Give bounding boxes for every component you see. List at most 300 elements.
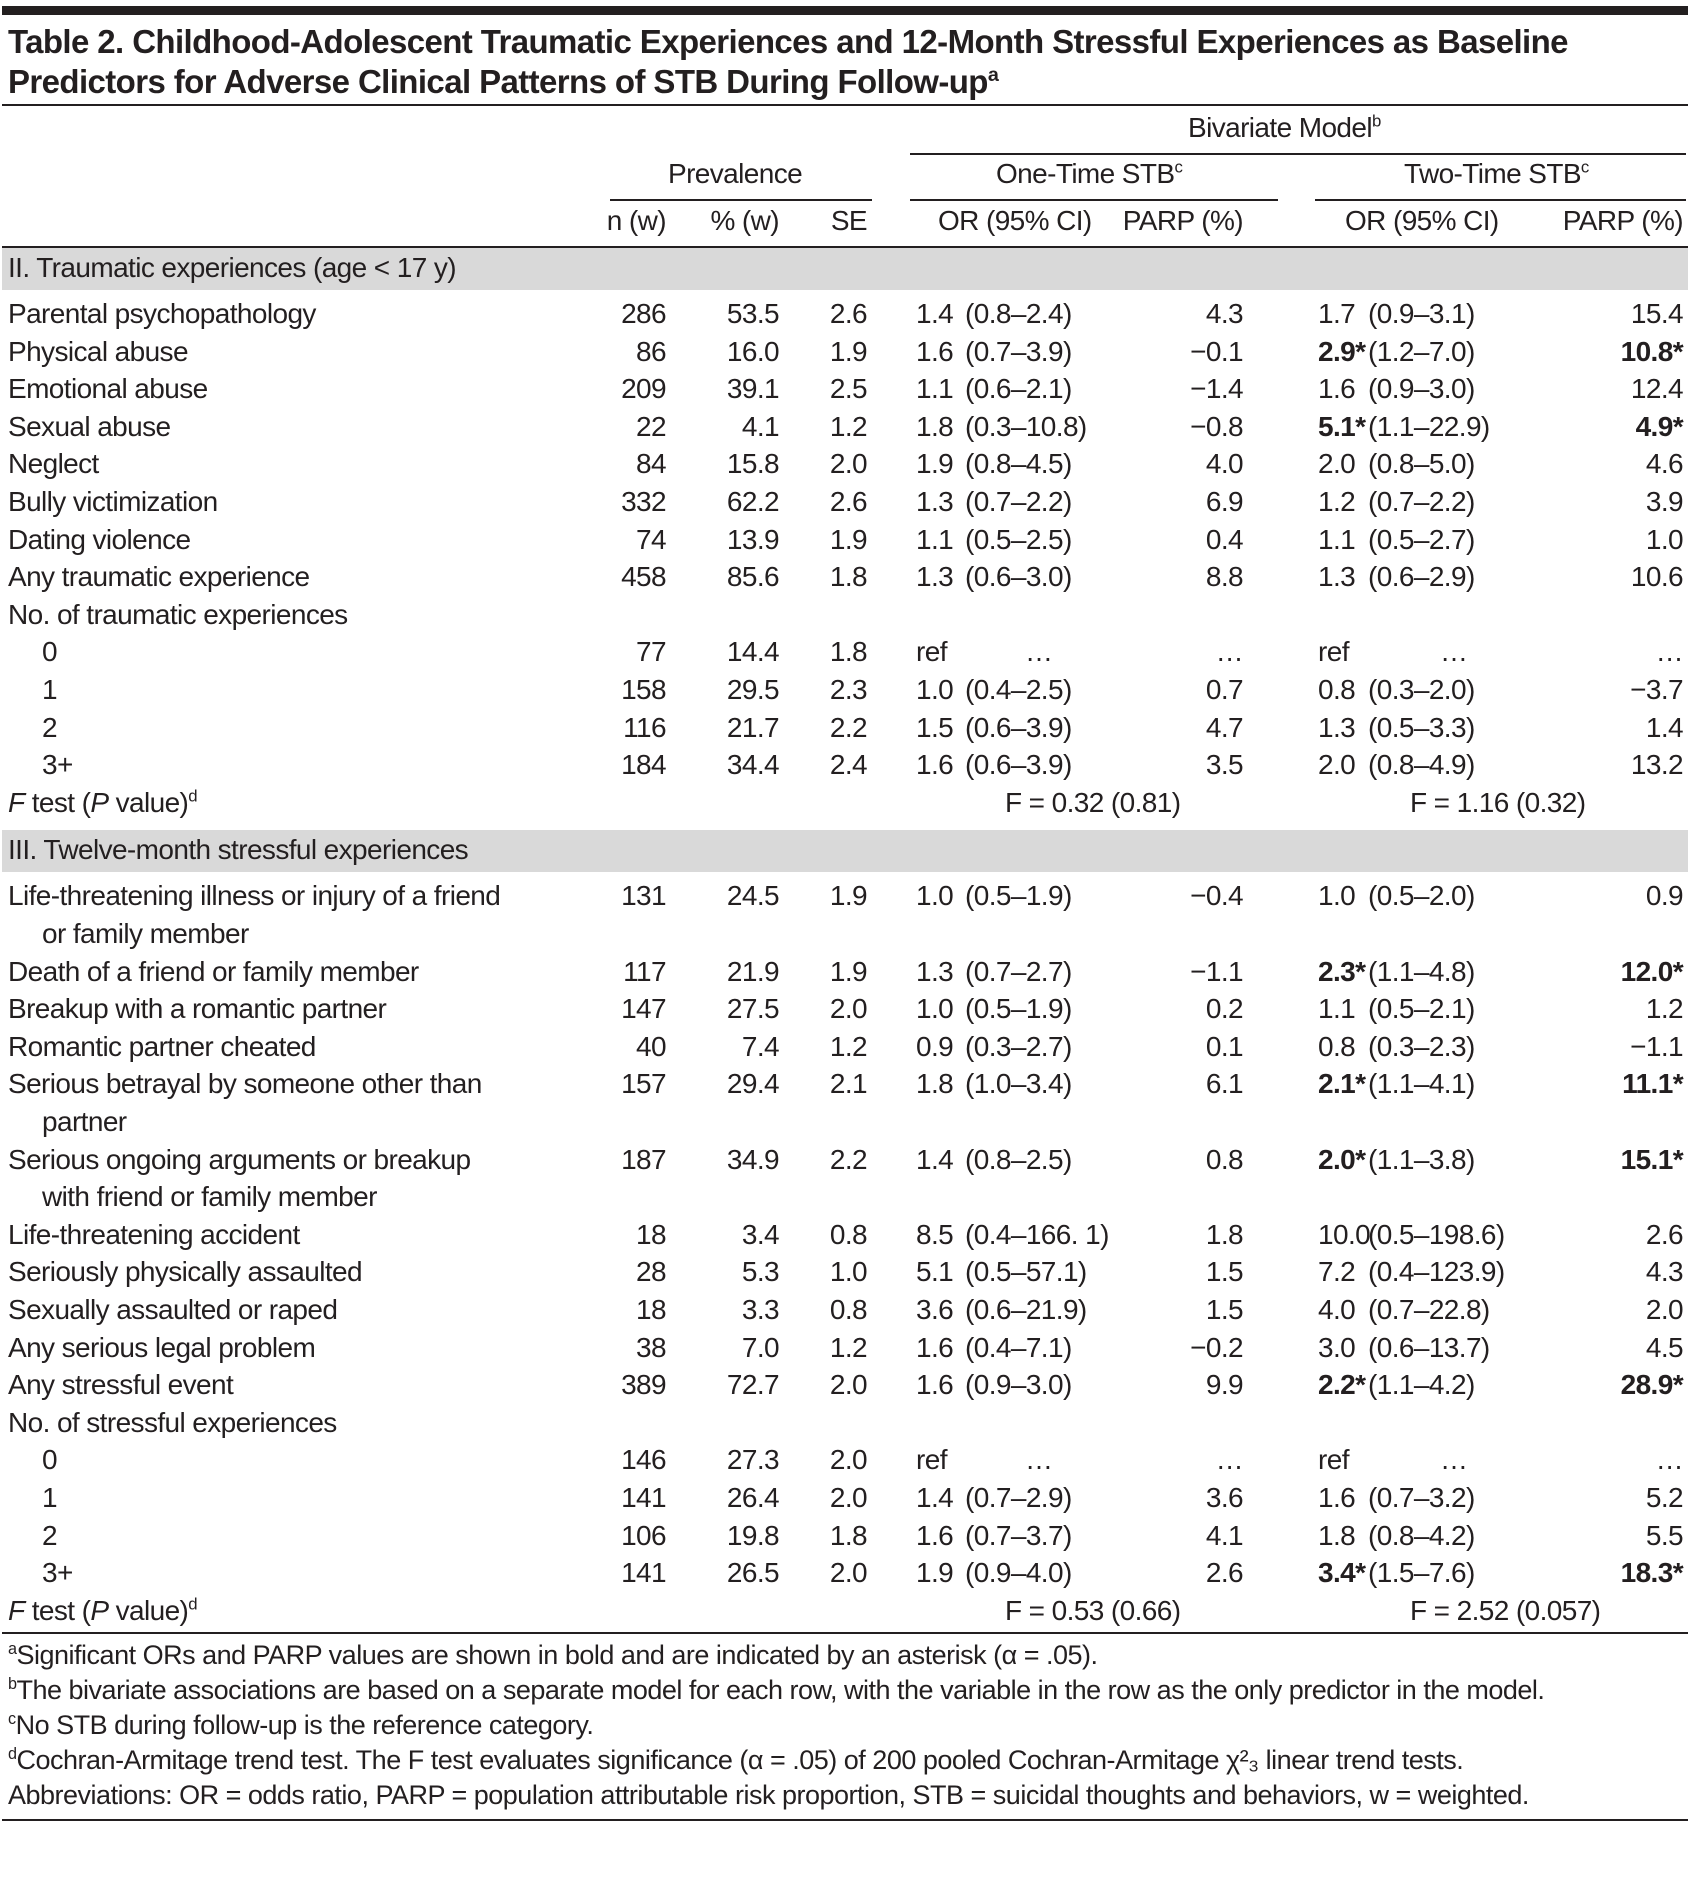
cell-or2: 1.8 [1318, 1519, 1356, 1551]
cell-ci1: (0.9–4.0) [965, 1557, 1072, 1589]
cell-or2: 2.1* [1318, 1068, 1366, 1100]
cell-or2: 1.1 [1318, 523, 1356, 555]
cell-se: 1.2 [829, 1030, 867, 1062]
cell-se: 2.0 [829, 1482, 867, 1513]
cell-pct: 34.4 [726, 749, 779, 781]
cell-or1: 1.0 [916, 880, 954, 912]
row-label: 0 [42, 1444, 57, 1476]
cell-parp1: −1.1 [1190, 955, 1243, 987]
cell-parp1: 1.8 [1205, 1218, 1243, 1250]
cell-n: 187 [621, 1143, 666, 1175]
cell-or2: 1.6 [1318, 1482, 1356, 1513]
cell-ci1: (0.4–166. 1) [965, 1218, 1109, 1250]
cell-or2: 2.3* [1318, 955, 1366, 987]
cell-or1: 1.8 [916, 410, 954, 442]
cell-ci1: (0.5–1.9) [965, 880, 1072, 912]
cell-n: 286 [621, 298, 666, 329]
cell-ci2: (0.7–2.2) [1368, 486, 1475, 517]
cell-pct: 7.0 [741, 1331, 779, 1363]
cell-parp1: … [1215, 1444, 1243, 1476]
cell-or2: ref [1318, 636, 1349, 668]
cell-n: 18 [636, 1294, 666, 1325]
cell-se: 2.6 [829, 298, 867, 329]
title-footnote-mark: a [987, 64, 999, 86]
cell-or2: 5.1* [1318, 410, 1366, 442]
cell-parp1: −0.4 [1190, 880, 1243, 912]
cell-parp1: 6.1 [1205, 1068, 1243, 1100]
footnote [8, 1708, 1688, 1743]
cell-ci2: (0.4–123.9) [1368, 1256, 1505, 1288]
cell-parp2: 18.3* [1620, 1557, 1683, 1589]
cell-or1: 1.3 [916, 561, 954, 593]
rule [910, 199, 1278, 201]
cell-se: 1.8 [829, 1519, 867, 1551]
cell-or1: 1.1 [916, 373, 954, 405]
row-label: Parental psychopathology [8, 298, 316, 329]
cell-or2: 1.2 [1318, 486, 1356, 517]
row-label: Romantic partner cheated [8, 1030, 316, 1062]
cell-or1: ref [916, 1444, 947, 1476]
section-title: II. Traumatic experiences (age < 17 y) [8, 252, 456, 283]
cell-n: 141 [621, 1482, 666, 1513]
cell-ci1: (0.7–2.7) [965, 955, 1072, 987]
footnotes [8, 1638, 1688, 1813]
footnote [8, 1778, 1688, 1813]
cell-parp1: −0.8 [1190, 410, 1243, 442]
header-two-time-group [1404, 158, 1589, 190]
cell-ci2: (0.5–2.0) [1368, 880, 1475, 912]
cell-parp1: 9.9 [1205, 1369, 1243, 1401]
cell-parp2: 12.0* [1620, 955, 1683, 987]
row-label: Breakup with a romantic partner [8, 993, 387, 1025]
cell-ci2: (0.8–4.2) [1368, 1519, 1475, 1551]
cell-ci2: (0.3–2.3) [1368, 1030, 1475, 1062]
cell-n: 40 [636, 1030, 666, 1062]
cell-n: 158 [621, 674, 666, 705]
row-label: Life-threatening accident [8, 1218, 300, 1250]
cell-pct: 21.9 [726, 955, 779, 987]
footnote-mark: c [1580, 157, 1589, 177]
header-n: n (w) [606, 205, 666, 236]
cell-ci1: (0.3–2.7) [965, 1030, 1072, 1062]
cell-or1: 3.6 [916, 1294, 954, 1325]
cell-or1: 0.9 [916, 1030, 954, 1062]
cell-n: 458 [621, 561, 666, 593]
row-label: Any serious legal problem [8, 1331, 316, 1363]
row-label-continued: partner [42, 1106, 127, 1137]
footnote-text: No STB during follow-up is the reference category. [15, 1710, 594, 1741]
cell-parp1: −0.1 [1190, 335, 1243, 367]
footnote [8, 1743, 1688, 1778]
cell-se: 2.3 [829, 674, 867, 705]
cell-parp2: 5.5 [1645, 1519, 1683, 1551]
cell-ci1: (0.8–2.5) [965, 1143, 1072, 1175]
cell-pct: 39.1 [726, 373, 779, 405]
cell-se: 1.2 [829, 410, 867, 442]
cell-or2: 1.0 [1318, 880, 1356, 912]
cell-n: 141 [621, 1557, 666, 1589]
cell-ci1: (0.7–3.9) [965, 335, 1072, 367]
cell-or1: 1.6 [916, 335, 954, 367]
row-label: 2 [42, 1519, 57, 1551]
cell-or2: 3.4* [1318, 1557, 1366, 1589]
cell-se: 1.9 [829, 880, 867, 912]
cell-parp1: 1.5 [1205, 1256, 1243, 1288]
row-label: Sexual abuse [8, 410, 171, 442]
footnote-text: The bivariate associations are based on a separate model for each row, with the variable in the row as the only predictor in the model. [16, 1675, 1545, 1706]
footnote-text: Significant ORs and PARP values are shown in bold and are indicated by an asterisk (α = .05). [16, 1640, 1098, 1671]
row-label: Any traumatic experience [8, 561, 310, 593]
cell-parp1: 0.8 [1205, 1143, 1243, 1175]
cell-se: 2.4 [829, 749, 867, 781]
cell-or1: 5.1 [916, 1256, 954, 1288]
cell-n: 86 [636, 335, 666, 367]
cell-parp2: 11.1* [1622, 1068, 1683, 1100]
cell-pct: 5.3 [741, 1256, 779, 1288]
cell-parp1: 4.7 [1205, 711, 1243, 743]
cell-parp1: 4.1 [1205, 1519, 1243, 1551]
cell-or2: ref [1318, 1444, 1349, 1476]
cell-parp2: 2.6 [1645, 1218, 1683, 1250]
title-text: Table 2. Childhood-Adolescent Traumatic Experiences and 12-Month Stressful Experiences as Baseline Predictors for Adverse Clinical Patterns of STB During Follow-up [8, 23, 1568, 100]
cell-parp1: −1.4 [1190, 373, 1243, 405]
cell-se: 2.0 [829, 448, 867, 480]
cell-n: 157 [621, 1068, 666, 1100]
cell-n: 84 [636, 448, 666, 480]
cell-or1: ref [916, 636, 947, 668]
cell-parp1: 0.4 [1205, 523, 1243, 555]
cell-pct: 72.7 [726, 1369, 779, 1401]
cell-n: 147 [621, 993, 666, 1025]
cell-parp2: 4.5 [1645, 1331, 1683, 1363]
cell-ci1: (0.7–2.9) [965, 1482, 1072, 1513]
cell-se: 0.8 [829, 1218, 867, 1250]
cell-pct: 29.4 [726, 1068, 779, 1100]
cell-pct: 7.4 [741, 1030, 779, 1062]
cell-se: 2.0 [829, 1557, 867, 1589]
cell-ci2: (0.3–2.0) [1368, 674, 1475, 705]
cell-or1: 1.5 [916, 711, 954, 743]
cell-ci1: (0.4–2.5) [965, 674, 1072, 705]
row-label: Emotional abuse [8, 373, 208, 405]
rule [2, 1819, 1688, 1821]
cell-parp2: 2.0 [1645, 1294, 1683, 1325]
footnote-mark: b [8, 1675, 17, 1694]
cell-n: 184 [621, 749, 666, 781]
cell-parp1: … [1215, 636, 1243, 668]
cell-se: 0.8 [829, 1294, 867, 1325]
cell-pct: 15.8 [726, 448, 779, 480]
cell-ci1: (0.5–2.5) [965, 523, 1072, 555]
cell-ci1: (0.5–1.9) [965, 993, 1072, 1025]
cell-se: 2.6 [829, 486, 867, 517]
cell-n: 38 [636, 1331, 666, 1363]
footnote-mark: d [188, 1594, 197, 1614]
cell-ci1: (0.8–4.5) [965, 448, 1072, 480]
cell-or2: 2.9* [1318, 335, 1366, 367]
footnote [8, 1638, 1688, 1673]
footnote-text: Cochran-Armitage trend test. The F test evaluates significance (α = .05) of 200 pooled Cochran-Armitage χ²₃ linear trend tests. [16, 1745, 1464, 1776]
cell-ci1: (0.6–21.9) [965, 1294, 1087, 1325]
cell-ci2: (1.2–7.0) [1368, 335, 1475, 367]
cell-parp2: 1.4 [1645, 711, 1683, 743]
row-label: Dating violence [8, 523, 191, 555]
cell-ci1: (0.6–3.9) [965, 749, 1072, 781]
cell-or2: 4.0 [1318, 1294, 1356, 1325]
ftest-one-time: F = 0.53 (0.66) [1005, 1594, 1181, 1626]
cell-ci1: (0.3–10.8) [965, 410, 1087, 442]
cell-se: 2.2 [829, 711, 867, 743]
row-label: Seriously physically assaulted [8, 1256, 362, 1288]
footnote-mark: d [188, 786, 197, 806]
cell-or1: 1.0 [916, 674, 954, 705]
cell-parp2: 10.6 [1630, 561, 1683, 593]
header-pct: % (w) [710, 205, 779, 236]
cell-or1: 1.6 [916, 1369, 954, 1401]
header-prevalence: Prevalence [668, 158, 803, 189]
row-label: No. of stressful experiences [8, 1406, 337, 1438]
cell-se: 2.0 [829, 1369, 867, 1401]
row-label: 1 [42, 1482, 57, 1513]
header-or-one: OR (95% CI) [938, 205, 1092, 236]
cell-ci1: (0.6–3.9) [965, 711, 1072, 743]
cell-ci1: (0.8–2.4) [965, 298, 1072, 329]
cell-or2: 2.0* [1318, 1143, 1366, 1175]
cell-ci2: … [1440, 1444, 1468, 1476]
cell-or1: 1.3 [916, 486, 954, 517]
cell-or1: 1.4 [916, 298, 954, 329]
row-label: Physical abuse [8, 335, 188, 367]
cell-parp1: 3.6 [1205, 1482, 1243, 1513]
cell-or1: 1.1 [916, 523, 954, 555]
cell-parp2: 4.3 [1645, 1256, 1683, 1288]
cell-pct: 34.9 [726, 1143, 779, 1175]
cell-ci1: (0.7–2.2) [965, 486, 1072, 517]
ftest-two-time: F = 1.16 (0.32) [1410, 786, 1586, 818]
cell-ci2: (1.1–22.9) [1368, 410, 1490, 442]
cell-se: 2.1 [829, 1068, 867, 1100]
cell-ci2: (0.7–22.8) [1368, 1294, 1490, 1325]
cell-ci2: (0.9–3.0) [1368, 373, 1475, 405]
cell-ci1: (0.7–3.7) [965, 1519, 1072, 1551]
cell-se: 1.9 [829, 523, 867, 555]
cell-parp2: 15.4 [1630, 298, 1683, 329]
top-rule [2, 6, 1688, 15]
cell-pct: 62.2 [726, 486, 779, 517]
cell-ci2: (0.5–2.1) [1368, 993, 1475, 1025]
cell-parp2: 10.8* [1620, 335, 1683, 367]
cell-or1: 1.0 [916, 993, 954, 1025]
ftest-one-time: F = 0.32 (0.81) [1005, 786, 1181, 818]
cell-or2: 10.0 [1318, 1218, 1371, 1250]
cell-ci1: (0.6–3.0) [965, 561, 1072, 593]
ftest-label: F test (P value)$^d$ [8, 1594, 197, 1626]
cell-ci2: (0.5–198.6) [1368, 1218, 1505, 1250]
cell-or1: 1.4 [916, 1143, 954, 1175]
cell-parp2: 4.6 [1645, 448, 1683, 480]
cell-n: 116 [623, 711, 666, 743]
cell-pct: 27.5 [726, 993, 779, 1025]
cell-or1: 8.5 [916, 1218, 954, 1250]
cell-n: 209 [621, 373, 666, 405]
cell-pct: 13.9 [726, 523, 779, 555]
row-label: Sexually assaulted or raped [8, 1294, 338, 1325]
cell-or2: 2.0 [1318, 749, 1356, 781]
header-bivariate-group [1188, 112, 1381, 144]
rule [2, 1632, 1688, 1634]
cell-pct: 3.4 [741, 1218, 779, 1250]
rule [610, 199, 872, 201]
row-label: 2 [42, 711, 57, 743]
header-parp-one: PARP (%) [1122, 205, 1243, 236]
cell-or2: 2.0 [1318, 448, 1356, 480]
cell-parp2: 28.9* [1620, 1369, 1683, 1401]
cell-parp1: 0.1 [1205, 1030, 1243, 1062]
rule [910, 153, 1686, 155]
header-se: SE [830, 205, 867, 236]
header-two-time: Two-Time STB [1404, 158, 1581, 189]
cell-or2: 1.1 [1318, 993, 1356, 1025]
cell-ci1: … [1025, 636, 1053, 668]
cell-pct: 24.5 [726, 880, 779, 912]
cell-se: 1.0 [829, 1256, 867, 1288]
row-label-continued: or family member [42, 918, 249, 949]
cell-se: 1.8 [829, 636, 867, 668]
cell-se: 2.2 [829, 1143, 867, 1175]
cell-or2: 0.8 [1318, 674, 1356, 705]
table-title [8, 22, 1688, 102]
header-bivariate: Bivariate Model [1188, 112, 1372, 143]
cell-n: 106 [621, 1519, 666, 1551]
cell-parp1: 4.3 [1205, 298, 1243, 329]
cell-or1: 1.9 [916, 448, 954, 480]
cell-parp1: 0.7 [1205, 674, 1243, 705]
cell-parp2: 4.9* [1635, 410, 1683, 442]
cell-parp1: 3.5 [1205, 749, 1243, 781]
cell-parp2: 0.9 [1645, 880, 1683, 912]
cell-ci1: (1.0–3.4) [965, 1068, 1072, 1100]
cell-ci2: (0.6–2.9) [1368, 561, 1475, 593]
cell-parp2: … [1655, 636, 1683, 668]
cell-pct: 85.6 [726, 561, 779, 593]
cell-ci1: (0.4–7.1) [965, 1331, 1072, 1363]
cell-se: 2.5 [829, 373, 867, 405]
cell-parp1: 1.5 [1205, 1294, 1243, 1325]
cell-pct: 16.0 [726, 335, 779, 367]
header-parp-two: PARP (%) [1562, 205, 1683, 236]
cell-or1: 1.4 [916, 1482, 954, 1513]
cell-n: 22 [636, 410, 666, 442]
cell-parp1: 8.8 [1205, 561, 1243, 593]
cell-or2: 1.3 [1318, 561, 1356, 593]
cell-ci2: (0.6–13.7) [1368, 1331, 1490, 1363]
cell-n: 332 [621, 486, 666, 517]
cell-se: 1.8 [829, 561, 867, 593]
ftest-label: F test (P value)$^d$ [8, 786, 197, 818]
cell-ci1: … [1025, 1444, 1053, 1476]
cell-parp1: 0.2 [1205, 993, 1243, 1025]
cell-ci2: (1.1–4.2) [1368, 1369, 1475, 1401]
cell-se: 2.0 [829, 993, 867, 1025]
cell-or1: 1.9 [916, 1557, 954, 1589]
cell-parp2: 3.9 [1645, 486, 1683, 517]
cell-n: 146 [621, 1444, 666, 1476]
cell-parp2: 1.2 [1645, 993, 1683, 1025]
cell-or2: 2.2* [1318, 1369, 1366, 1401]
ftest-two-time: F = 2.52 (0.057) [1410, 1594, 1601, 1626]
cell-parp2: 15.1* [1620, 1143, 1683, 1175]
footnote-mark: d [8, 1745, 17, 1764]
cell-or1: 1.8 [916, 1068, 954, 1100]
cell-ci2: … [1440, 636, 1468, 668]
row-label: Life-threatening illness or injury of a friend [8, 880, 501, 912]
row-label: Serious betrayal by someone other than [8, 1068, 482, 1100]
header-or-two: OR (95% CI) [1345, 205, 1499, 236]
footnote-text: Abbreviations: OR = odds ratio, PARP = population attributable risk proportion, STB = suicidal thoughts and behaviors, w = weighted. [8, 1780, 1529, 1811]
cell-parp2: 1.0 [1645, 523, 1683, 555]
header-one-time-group [996, 158, 1182, 190]
cell-ci1: (0.5–57.1) [965, 1256, 1087, 1288]
row-label: Death of a friend or family member [8, 955, 419, 987]
cell-n: 28 [636, 1256, 666, 1288]
cell-n: 389 [621, 1369, 666, 1401]
row-label: Serious ongoing arguments or breakup [8, 1143, 471, 1175]
rule [1315, 199, 1686, 201]
footnote-mark: c [1174, 157, 1183, 177]
cell-n: 74 [636, 523, 666, 555]
cell-parp2: 13.2 [1630, 749, 1683, 781]
cell-pct: 27.3 [726, 1444, 779, 1476]
cell-ci2: (0.8–5.0) [1368, 448, 1475, 480]
footnote-mark: c [8, 1710, 16, 1729]
cell-or1: 1.3 [916, 955, 954, 987]
cell-se: 1.2 [829, 1331, 867, 1363]
cell-or2: 1.6 [1318, 373, 1356, 405]
cell-or2: 0.8 [1318, 1030, 1356, 1062]
cell-ci2: (0.5–3.3) [1368, 711, 1475, 743]
cell-or2: 3.0 [1318, 1331, 1356, 1363]
cell-or1: 1.6 [916, 1331, 954, 1363]
cell-parp2: −3.7 [1630, 674, 1683, 705]
cell-pct: 21.7 [726, 711, 779, 743]
cell-pct: 3.3 [741, 1294, 779, 1325]
cell-ci2: (0.8–4.9) [1368, 749, 1475, 781]
cell-se: 1.9 [829, 335, 867, 367]
cell-n: 18 [636, 1218, 666, 1250]
cell-ci2: (0.9–3.1) [1368, 298, 1475, 329]
row-label-continued: with friend or family member [42, 1181, 377, 1213]
cell-ci2: (1.1–3.8) [1368, 1143, 1475, 1175]
cell-or1: 1.6 [916, 749, 954, 781]
footnote-mark: a [8, 1640, 17, 1659]
footnote [8, 1673, 1688, 1708]
cell-ci2: (0.7–3.2) [1368, 1482, 1475, 1513]
cell-pct: 29.5 [726, 674, 779, 705]
cell-or1: 1.6 [916, 1519, 954, 1551]
cell-parp1: 4.0 [1205, 448, 1243, 480]
cell-or2: 1.3 [1318, 711, 1356, 743]
cell-pct: 4.1 [741, 410, 779, 442]
cell-parp2: 12.4 [1630, 373, 1683, 405]
cell-ci2: (1.1–4.8) [1368, 955, 1475, 987]
cell-pct: 26.5 [726, 1557, 779, 1589]
cell-n: 117 [623, 955, 666, 987]
cell-parp2: −1.1 [1630, 1030, 1683, 1062]
cell-parp1: 6.9 [1205, 486, 1243, 517]
row-label: 3+ [42, 1557, 73, 1589]
cell-parp1: 2.6 [1205, 1557, 1243, 1589]
row-label: Bully victimization [8, 486, 218, 517]
